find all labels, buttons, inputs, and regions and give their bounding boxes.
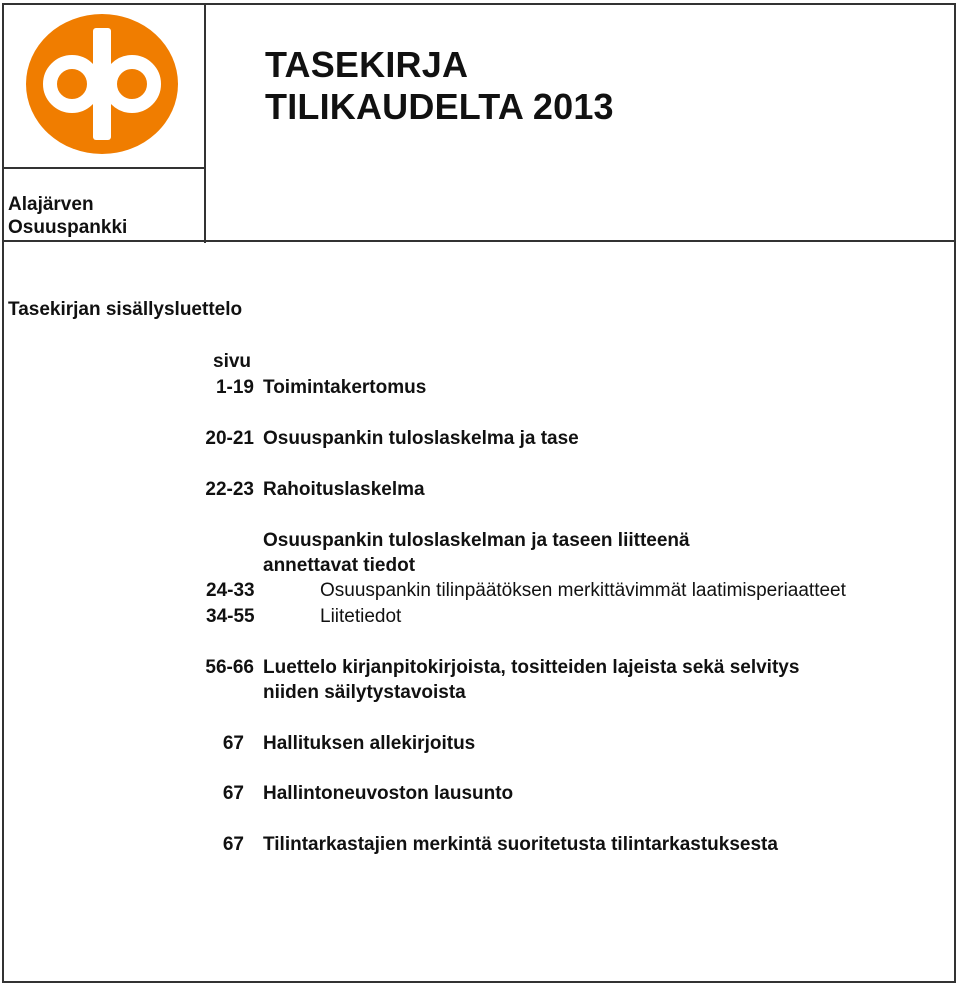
title-line-1: TASEKIRJA [265,44,469,85]
toc-item-pages: 67 [222,783,244,804]
toc-item-pages: 20-21 [205,428,254,449]
toc-item-title: Tilintarkastajien merkintä suoritetusta tilintarkastuksesta [263,834,778,855]
toc-item-title: Toimintakertomus [263,377,427,398]
toc-item-pages: 67 [222,834,244,855]
toc-item-pages: 67 [222,733,244,754]
toc-heading: Tasekirjan sisällysluettelo [8,299,243,320]
toc-item-pages: 24-33 [206,580,255,601]
toc-item-title: Hallintoneuvoston lausunto [263,783,514,804]
toc-item-pages: 22-23 [205,479,254,500]
toc-item-title: Rahoituslaskelma [263,479,425,500]
header-divider-vertical [204,3,206,243]
toc-section-heading-line-1: Osuuspankin tuloslaskelman ja taseen liitteenä [263,530,690,551]
toc-item-title-line-2: niiden säilytystavoista [263,682,466,703]
op-logo-icon [22,10,182,158]
title-line-2: TILIKAUDELTA 2013 [265,86,614,127]
page-column-label: sivu [213,351,252,372]
bank-name [8,193,127,239]
toc-item-title: Osuuspankin tuloslaskelma ja tase [263,428,579,449]
toc-section-heading-line-2: annettavat tiedot [263,555,416,576]
toc-item-pages: 1-19 [215,377,254,398]
toc-item-title: Hallituksen allekirjoitus [263,733,476,754]
bank-name-line-1: Alajärven [8,194,94,215]
toc-item-pages: 34-55 [206,606,255,627]
logo-divider [2,167,206,169]
header-divider-horizontal [2,240,956,242]
bank-name-line-2: Osuuspankki [8,217,128,238]
document-title [265,44,614,128]
toc-item-title: Liitetiedot [320,606,402,627]
toc-item-pages: 56-66 [205,657,254,678]
toc-item-title: Osuuspankin tilinpäätöksen merkittävimmät laatimisperiaatteet [320,580,846,601]
toc-item-title-line-1: Luettelo kirjanpitokirjoista, tositteiden lajeista sekä selvitys [263,657,800,678]
